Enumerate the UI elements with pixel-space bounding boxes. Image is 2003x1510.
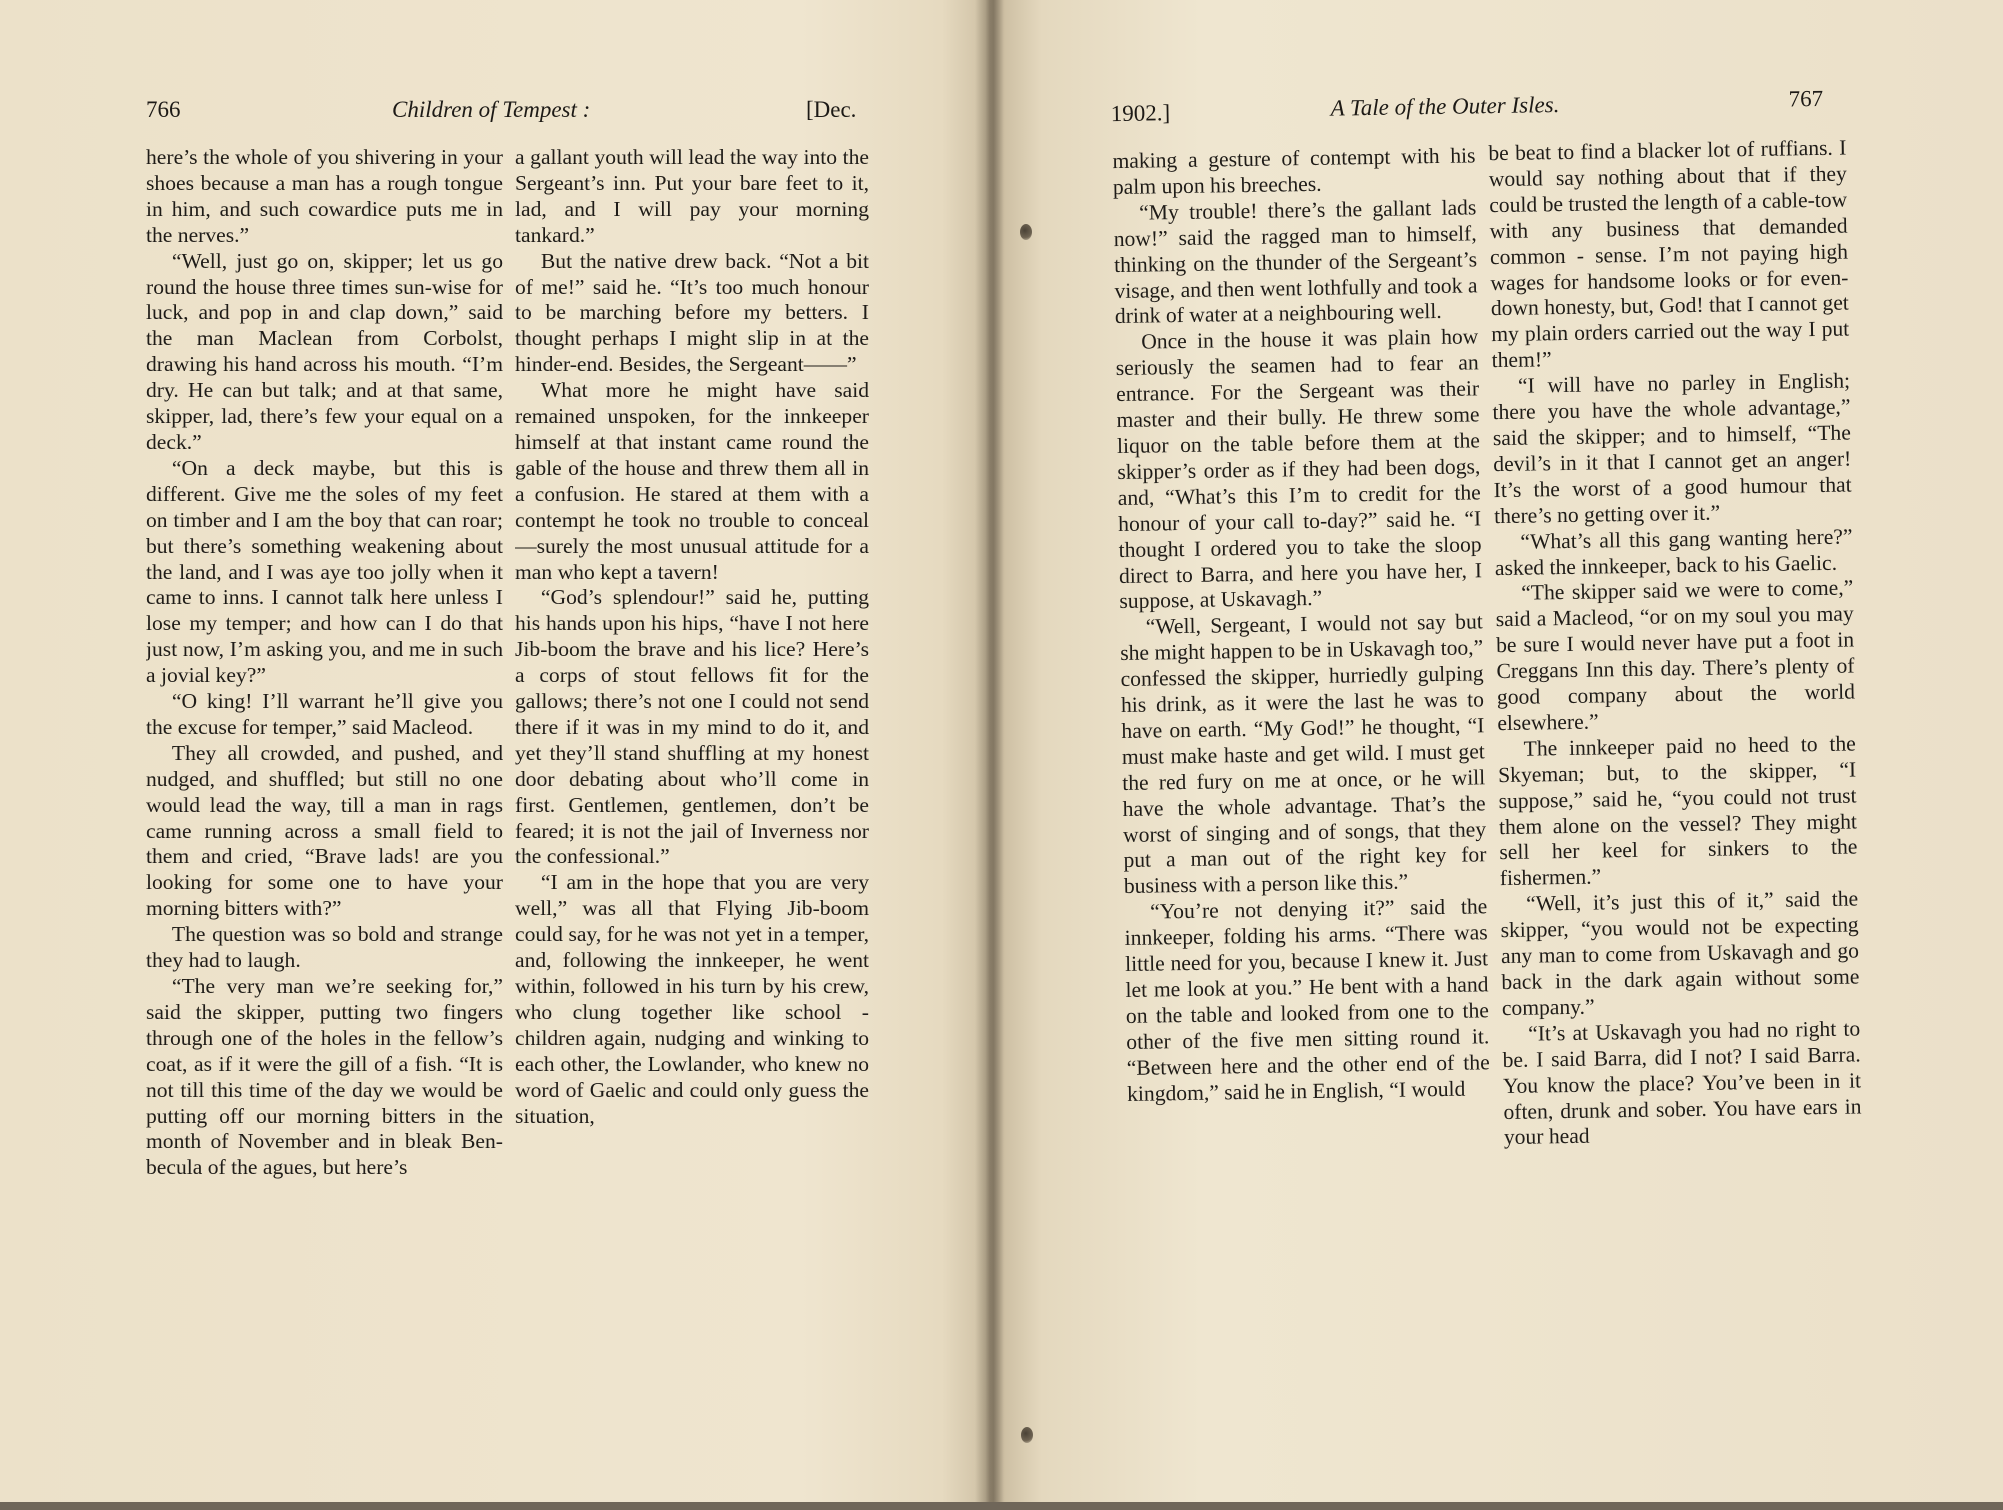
right-page-number: 767 bbox=[1788, 85, 1824, 112]
paragraph: Once in the house it was plain how seriously the seamen had to fear an entrance. For the Sergeant was their master and their bully. He threw some liquor on the table before them at the skipper’s order as if they had been dogs, and, “What’s this I’m to credit for the honour of your call to-day?” said he. “I thought I ordered you to take the sloop direct to Barra, and here you have her, I suppose, at Uskavagh.” bbox=[1115, 324, 1483, 614]
paragraph: “On a deck maybe, but this is different. Give me the soles of my feet on timber and I am the boy that can roar; but there’s something weakening about the land, and I was aye too jolly when it came to inns. I cannot talk here unless I lose my temper; and how can I do that just now, I’m asking you, and me in such a jovial key?” bbox=[146, 455, 503, 688]
paragraph: “My trouble! there’s the gallant lads now!” said the ragged man to himself, thinking on the thunder of the Sergeant’s visage, and then went lothfully and took a drink of water at a neighbouring well. bbox=[1113, 195, 1478, 329]
paragraph: here’s the whole of you shivering in your shoes because a man has a rough tongue in him, and such cowardice puts me in the nerves.” bbox=[146, 145, 503, 247]
paragraph: “What’s all this gang wanting here?” asked the innkeeper, back to his Gaelic. bbox=[1494, 524, 1853, 580]
binding-hole-bottom bbox=[1021, 1427, 1033, 1443]
left-page bbox=[0, 0, 990, 1502]
paragraph: The innkeeper paid no heed to the Skyeman; but, to the skipper, “I suppose,” said he, “you could not trust them alone on the vessel? They might sell her keel for sinkers to the fishermen.” bbox=[1497, 731, 1858, 891]
left-column-2 bbox=[515, 145, 869, 1425]
paragraph: They all crowded, and pushed, and nudged, and shuffled; but still no one would lead the way, till a man in rags came running across a small field to them and cried, “Brave lads! are you looking for some one to have your morning bitters with?” bbox=[146, 740, 503, 921]
paragraph: “Well, Sergeant, I would not say but she might happen to be in Uskavagh too,” confessed the skipper, hurriedly gulping his drink, as it were the last he was to have on earth. “My God!” he thought, “I must make haste and get wild. I must get the red fury on me at once, or he will have the whole advantage. That’s the worst of singing and of songs, that they put a man out of the right key for business with a person like this.” bbox=[1120, 609, 1487, 899]
paragraph: “I am in the hope that you are very well,” was all that Flying Jib-boom could say, for he was not yet in a temper, and, following the innkeeper, he went within, followed in his turn by his crew, who clung together like school - children again, nudging and winking to each other, the Lowlander, who knew no word of Gaelic and could only guess the situation, bbox=[515, 870, 869, 1128]
paragraph: “God’s splendour!” said he, putting his hands upon his hips, “have I not here Jib-boom the brave and his lice? Here’s a corps of stout fellows fit for the gallows; there’s not one I could not send there if it was in my mind to do it, and yet they’ll stand shuffling at my honest door debating about who’ll come in first. Gentlemen, gentlemen, don’t be feared; it is not the jail of Inverness nor the confessional.” bbox=[515, 585, 869, 869]
paragraph: “Well, just go on, skipper; let us go round the house three times sun-wise for luck, and pop in and clap down,” said the man Maclean from Corbolst, drawing his hand across his mouth. “I’m dry. He can but talk; and at that same, skipper, lad, there’s few your equal on a deck.” bbox=[146, 248, 503, 454]
right-page bbox=[993, 0, 2003, 1502]
right-date-tag: 1902.] bbox=[1110, 100, 1171, 127]
paragraph: a gallant youth will lead the way into the Sergeant’s inn. Put your bare feet to it, lad, and I will pay your morning tankard.” bbox=[515, 145, 869, 247]
paragraph: The question was so bold and strange they had to laugh. bbox=[146, 922, 503, 973]
paragraph: be beat to find a blacker lot of ruffians. I would say nothing about that if they could be trusted the length of a cable-tow with any business that demanded common - sense. I’m not paying high wages for handsome looks or for even-down honesty, but, God! that I cannot get my plain orders carried out the way I put them!” bbox=[1488, 135, 1850, 373]
paragraph: What more he might have said remained unspoken, for the innkeeper himself at that instant came round the gable of the house and threw them all in a confusion. He stared at them with a contempt he took no trouble to conceal—surely the most unusual attitude for a man who kept a tavern! bbox=[515, 378, 869, 584]
left-page-number: 766 bbox=[146, 97, 181, 122]
paragraph: “O king! I’ll warrant he’ll give you the excuse for temper,” said Macleod. bbox=[146, 689, 503, 739]
binding-hole-top bbox=[1020, 224, 1032, 240]
paragraph: “You’re not denying it?” said the innkeeper, folding his arms. “There was little need for you, because I knew it. Just let me look at you.” He bent with a hand on the table and looked from one to the other of the five men sitting round it. “Between here and the other end of the kingdom,” said he in English, “I would bbox=[1124, 894, 1490, 1106]
left-column-1 bbox=[146, 145, 503, 1425]
right-running-title: A Tale of the Outer Isles. bbox=[1330, 92, 1560, 121]
paragraph: But the native drew back. “Not a bit of me!” said he. “It’s too much honour to be marching before my betters. I thought perhaps I might slip in at the hinder-end. Besides, the Sergeant——” bbox=[515, 248, 869, 377]
right-column-1 bbox=[1112, 143, 1495, 1429]
right-column-2 bbox=[1488, 136, 1866, 1421]
paragraph: “The skipper said we were to come,” said a Macleod, “or on my soul you may be sure I would never have put a foot in Creggans Inn this day. There’s plenty of good company about the world elsewhere.” bbox=[1495, 575, 1856, 736]
paragraph: “I will have no parley in English; there you have the whole advantage,” said the skipper; and to himself, “The devil’s in it that I cannot get an anger! It’s the worst of a good humour that there’s no getting over it.” bbox=[1492, 368, 1852, 528]
paragraph: “It’s at Uskavagh you had no right to be. I said Barra, did I not? I said Barra. You know the place? You’ve been in it often, drunk and sober. You have ears in your head bbox=[1502, 1016, 1862, 1150]
paragraph: making a gesture of contempt with his palm upon his breeches. bbox=[1112, 143, 1476, 199]
left-date-tag: [Dec. bbox=[806, 97, 857, 122]
left-running-title: Children of Tempest : bbox=[392, 97, 591, 122]
paragraph: “The very man we’re seeking for,” said the skipper, putting two fingers through one of the holes in the fellow’s coat, as if it were the gill of a fish. “It is not till this time of the day we would be putting off our morning bitters in the month of November and in bleak Benbecula of the agues, but here’s bbox=[146, 974, 503, 1180]
paragraph: “Well, it’s just this of it,” said the skipper, “you would not be expecting any man to come from Uskavagh and go back in the dark again without some company.” bbox=[1500, 886, 1860, 1020]
